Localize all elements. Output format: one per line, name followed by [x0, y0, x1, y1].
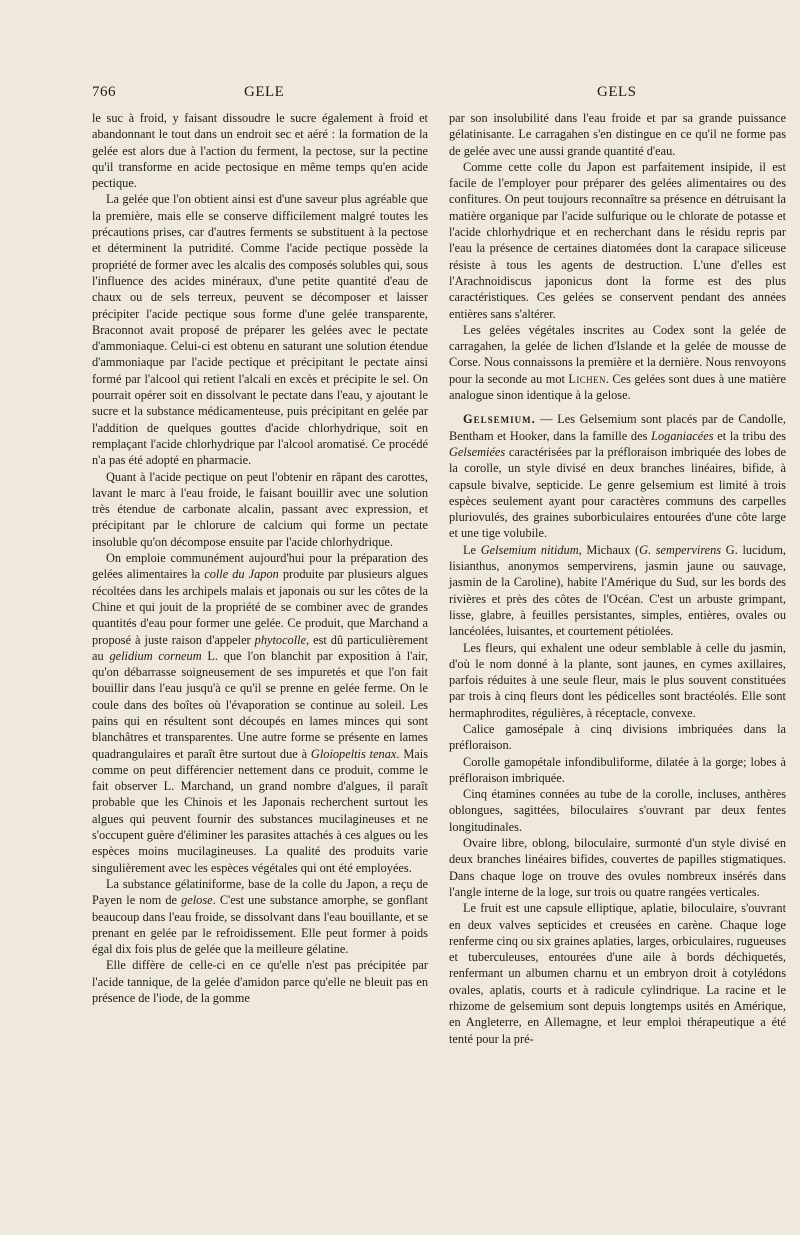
paragraph: le suc à froid, y faisant dissoudre le sucre également à froid et abandonnant le tout dans un endroit sec et aéré : la formation de la gelée est alors due à l'action du ferment, la pectose, sur la pectine qu'il transforme en acide pectosique en même temps qu'en acide pectique.: [92, 111, 428, 191]
text-run: Le: [463, 542, 481, 557]
text-run: . Ces gelées sont dues à une matière analogue sinon identique à la gelose.: [449, 371, 786, 403]
text-run: On emploie communément aujourd'hui pour la préparation des gelées alimentaires la: [92, 551, 428, 582]
left-column: [92, 110, 428, 1006]
text-run: L. que l'on blanchit par exposition à l'air, qu'on débarrasse soigneusement de ses impuretés et que l'on fait bouillir dans l'eau jusqu'à ce qu'il se prenne en gelée ferme. On le coule dans des boîtes où l'évaporation se continue au soleil. Les pains qui en résultent sont découpés en lames minces qui sont blanchâtres et transparentes. Une autre forme se présente en lames quadrangulaires et paraît être surtout due à: [92, 648, 428, 761]
cross-reference: Lichen: [568, 371, 606, 386]
text-run: et la tribu des: [713, 428, 786, 443]
text-run: G. lucidum, lisianthus, anonymos sempervirens, jasmin jaune ou sauvage, jasmin de la Caroline), habite l'Amérique du Sud, sur les bords des rivières et près des côtes de l'Océan. C'est un arbuste grimpant, lisse, glabre, à feuilles persistantes, simples, entières, ovales ou lancéolées, luisantes, et courtement pétiolées.: [449, 542, 787, 639]
italic-term: Gelsemium nitidum: [480, 542, 579, 557]
paragraph: [92, 876, 428, 957]
paragraph: Cinq étamines connées au tube de la corolle, incluses, anthères oblongues, sagittées, biloculaires s'ouvrant par deux fentes longitudinales.: [449, 787, 786, 834]
italic-term: gelose: [181, 893, 213, 908]
running-head-right: GELS: [597, 84, 637, 100]
text-run: caractérisées par la préfloraison imbriquée des lobes de la corolle, un style divisé en deux branches linéaires, bifide, à capsule bivalve, septicide. Le genre gelsemium est limité à trois espèces seulement ayant pour caractères communs des carpelles pluriovulés, des graines suborbiculaires entourées d'une côte large et une tige volubile.: [449, 444, 786, 541]
paragraph: [449, 322, 786, 403]
italic-term: colle du Japon: [204, 567, 279, 582]
paragraph: Le fruit est une capsule elliptique, aplatie, biloculaire, s'ouvrant en deux valves septicides et creusées en carène. Chaque loge renferme cinq ou six graines aplaties, larges, orbiculaires, rugueuses et tuberculeuses, entourées d'une aile à bords déchiquetés, renfermant un albumen charnu et un embryon droit à cotylédons ovales, aplatis, courts et à radicule cylindrique. La racine et le rhizome de gelsemium sont depuis longtemps usités en Amérique, en Angleterre, en Allemagne, et leur emploi thérapeutique a été tenté pour la pré-: [449, 901, 786, 1046]
italic-term: G. sempervirens: [639, 542, 722, 557]
paragraph: Calice gamosépale à cinq divisions imbriquées dans la préfloraison.: [449, 721, 786, 753]
entry-headword: Gelsemium.: [463, 412, 536, 427]
text-run: . C'est une substance amorphe, se gonflant beaucoup dans l'eau froide, se dissolvant dans l'eau bouillante, et se prenant en gelée par le refroidissement. Elle peut former à poids égal dix fois plus de gelée que la meilleure gélatine.: [92, 893, 428, 957]
italic-term: gelidium corneum: [109, 648, 202, 663]
text-run: , est dû particulièrement au: [92, 632, 429, 663]
italic-term: phytocolle: [254, 632, 307, 647]
paragraph: Elle diffère de celle-ci en ce qu'elle n'est pas précipitée par l'acide tannique, de la gelée d'amidon parce qu'elle ne bleuit pas en présence de l'iode, de la gomme: [92, 958, 428, 1006]
paragraph: Comme cette colle du Japon est parfaitement insipide, il est facile de l'employer pour préparer des gelées alimentaires ou des confitures. On peut toujours reconnaître sa présence en détruisant la matière organique par l'acide sulfurique ou le chlorate de potasse et l'acide chlorhydrique et en recherchant dans le résidu repris par l'eau la présence de certaines diatomées dont la carapace siliceuse résiste à tous les agents de destruction. L'une d'elles est l'Arachnoidiscus japonicus dont la forme est des plus caractéristiques. Ces gelées se conservent pendant des années entières sans s'altérer.: [449, 159, 786, 321]
text-run: La substance gélatiniforme, base de la colle du Japon, a reçu de Payen le nom de: [92, 876, 428, 908]
italic-term: Gelsemiées: [449, 444, 506, 459]
paragraph: par son insolubilité dans l'eau froide et par sa grande puissance gélatinisante. Le carragahen s'en distingue en ce qu'il ne forme pas de gelée avec une aussi grande quantité d'eau.: [449, 111, 786, 158]
running-head-left: GELE: [244, 84, 285, 100]
entry-paragraph: [449, 411, 786, 541]
paragraph: La gelée que l'on obtient ainsi est d'une saveur plus agréable que la première, mais elle se conserve difficilement malgré toutes les précautions prises, car d'autres ferments se substituent à la pectose et déterminent la putridité. Comme l'acide pectique possède la propriété de former avec les alcalis des composés solubles qui, sous l'influence des acides minéraux, d'une petite quantité d'eau de chaux ou de sels terreux, peuvent se décomposer et laisser précipiter l'acide pectique sous forme d'une gelée transparente, Braconnot avait proposé de préparer les gelées avec le pectate d'ammoniaque. Celui-ci est obtenu en saturant une solution étendue d'ammoniaque par l'acide pectique et précipitant le pectate ainsi formé par l'alcool qui retient l'alcali en excès et précipite le sel. On pourrait opérer soit en dissolvant le pectate dans l'eau, y ajoutant le sucre et la substance médicamenteuse, puis précipitant en gelée par l'addition de quelques gouttes d'acide chlorhydrique, soit en remplaçant l'acide chlorhydrique par l'alcool aromatisé. Ce procédé n'a pas été adopté en pharmacie.: [92, 192, 428, 468]
paragraph: Ovaire libre, oblong, biloculaire, surmonté d'un style divisé en deux branches linéaires bifides, couvertes de papilles stigmatiques. Dans chaque loge on trouve des ovules nombreux insérés dans l'angle interne de la loge, sur trois ou quatre rangées verticales.: [449, 836, 786, 899]
text-run: . Mais comme on peut différencier nettement dans ce produit, comme le fait observer L. Marchand, un grand nombre d'algues, il paraît probable que les Chinois et les Japonais recherchent surtout les algues qui peuvent fournir des substances mucilagineuses et ne s'occupent guère d'éliminer les parasites attachés à ces algues ou les espèces moins mucilagineuses. La qualité des produits varie singulièrement avec les espèces végétales qui ont été employées.: [92, 746, 429, 875]
text-run: produite par plusieurs algues récoltées dans les archipels malais et japonais ou sur les côtes de la Chine et qui jouit de la propriété de se combiner avec de grandes quantités d'eau pour former une gelée. Ce produit, que Marchand a proposé à juste raison d'appeler: [92, 567, 428, 647]
italic-term: Gloiopeltis tenax: [310, 746, 397, 761]
paragraph: Corolle gamopétale infondibuliforme, dilatée à la gorge; lobes à préfloraison imbriquée.: [449, 754, 786, 785]
text-run: — Les Gelsemium sont placés par de Candolle, Bentham et Hooker, dans la famille des: [449, 412, 786, 443]
text-run: , Michaux (: [578, 542, 640, 557]
paragraph: Quant à l'acide pectique on peut l'obtenir en râpant des carottes, lavant le marc à l'eau froide, le faisant bouillir avec une solution très étendue de carbonate alcalin, passant avec expression, et précipitant par le chlorure de calcium qui forme un pectate insoluble qu'on décompose ensuite par l'acide chlorhydrique.: [92, 469, 428, 549]
text-run: Les gelées végétales inscrites au Codex sont la gelée de carragahen, la gelée de lichen d'Islande et la gelée de mousse de Corse. Nous connaissons la première et la dernière. Nous renvoyons pour la seconde au mot: [449, 322, 786, 386]
page-number: 766: [92, 84, 116, 100]
paragraph: Les fleurs, qui exhalent une odeur semblable à celle du jasmin, d'où le nom donné à la plante, sont jaunes, en cymes axillaires, parfois réduites à une seule fleur, mais le plus souvent constituées par trois à cinq fleurs dont les pédicelles sont bractéolés. Elle sont hermaphrodites, régulières, à réceptacle, convexe.: [449, 640, 786, 720]
paragraph: [449, 542, 786, 640]
right-column: [449, 110, 786, 1047]
paragraph: [92, 550, 428, 876]
italic-term: Loganiacées: [651, 428, 714, 443]
